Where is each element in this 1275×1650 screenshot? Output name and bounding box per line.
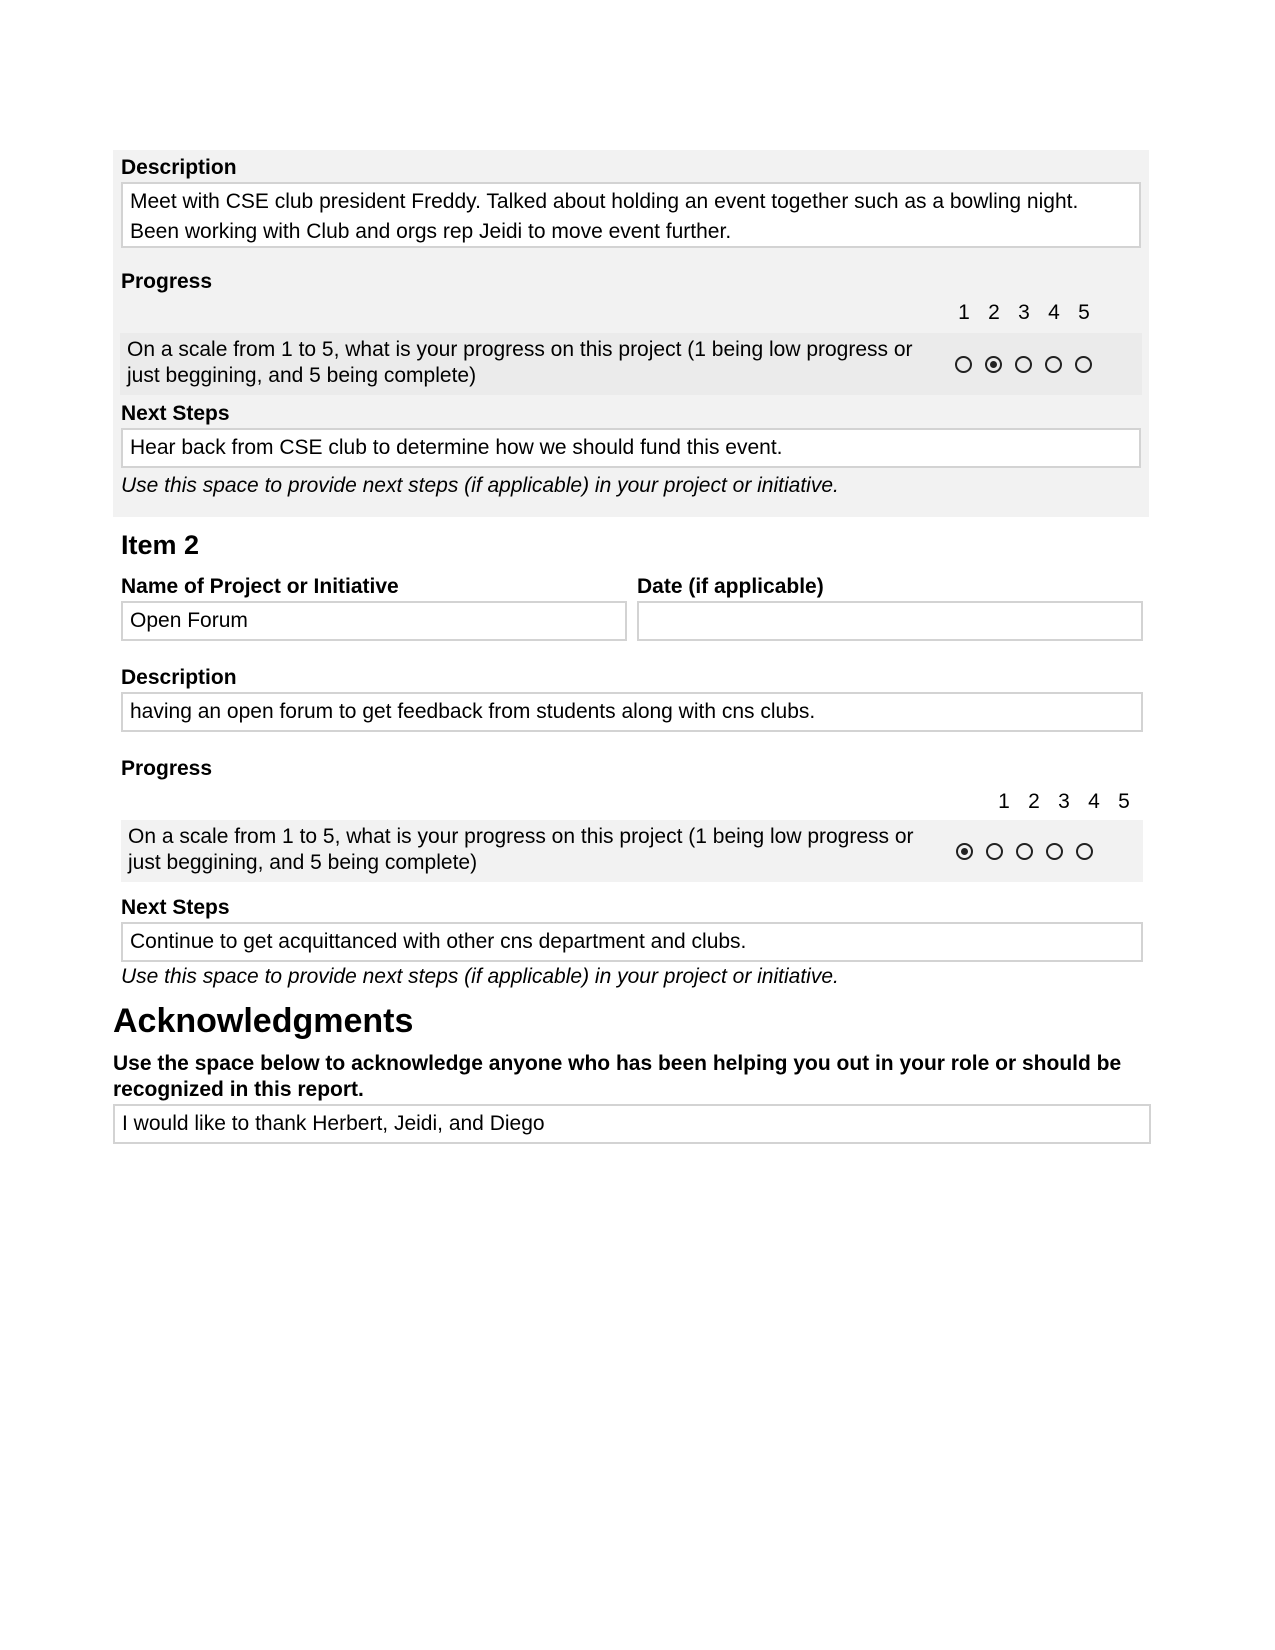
item2-progress-radio-3[interactable] (1009, 840, 1039, 862)
scale-number: 1 (958, 301, 970, 324)
acknowledgments-instructions: Use the space below to acknowledge anyone who has been helping you out in your role or should be recognized in this report. (113, 1052, 1122, 1101)
item2-date-field[interactable] (637, 601, 1143, 641)
item1-progress-question: On a scale from 1 to 5, what is your progress on this project (1 being low progress or just beggining, and 5 being complete) (127, 338, 913, 387)
item1-progress-radio-1[interactable] (948, 353, 978, 375)
item2-next-steps-label: Next Steps (121, 896, 230, 919)
item1-progress-label: Progress (121, 270, 213, 293)
scale-number: 3 (1018, 301, 1030, 324)
item2-progress-label: Progress (121, 757, 213, 780)
item1-next-steps-field[interactable]: Hear back from CSE club to determine how we should fund this event. (121, 428, 1141, 468)
item2-progress-radio-4[interactable] (1039, 840, 1069, 862)
scale-number: 5 (1118, 790, 1130, 813)
item1-description-label: Description (121, 156, 237, 179)
item2-next-steps-field[interactable]: Continue to get acquittanced with other cns department and clubs. (121, 922, 1143, 962)
item2-progress-radio-1[interactable] (949, 840, 979, 862)
scale-number: 2 (988, 301, 1000, 324)
item2-date-label: Date (if applicable) (637, 575, 824, 598)
scale-number: 1 (998, 790, 1010, 813)
item1-next-steps-label: Next Steps (121, 402, 230, 425)
scale-number: 4 (1088, 790, 1100, 813)
item2-description-label: Description (121, 666, 237, 689)
item2-progress-row (121, 820, 1143, 882)
item1-progress-radio-3[interactable] (1008, 353, 1038, 375)
item1-progress-radio-group (948, 353, 1098, 375)
scale-number: 3 (1058, 790, 1070, 813)
item2-scale-header (989, 790, 1139, 814)
item2-progress-question: On a scale from 1 to 5, what is your progress on this project (1 being low progress or just beggining, and 5 being complete) (128, 825, 914, 874)
item2-progress-radio-group (949, 840, 1099, 862)
item2-description-field[interactable]: having an open forum to get feedback from students along with cns clubs. (121, 692, 1143, 732)
item2-progress-radio-5[interactable] (1069, 840, 1099, 862)
scale-number: 5 (1078, 301, 1090, 324)
item2-progress-radio-2[interactable] (979, 840, 1009, 862)
item2-name-field[interactable]: Open Forum (121, 601, 627, 641)
item2-name-label: Name of Project or Initiative (121, 575, 399, 598)
acknowledgments-title: Acknowledgments (113, 1002, 414, 1040)
item1-next-steps-hint: Use this space to provide next steps (if applicable) in your project or initiative. (121, 474, 839, 497)
item1-description-field[interactable]: Meet with CSE club president Freddy. Talked about holding an event together such as a bowling night. Been working with Club and orgs rep Jeidi to move event further. (121, 182, 1141, 248)
item1-scale-header (949, 301, 1099, 325)
item1-progress-radio-2[interactable] (978, 353, 1008, 375)
acknowledgments-field[interactable]: I would like to thank Herbert, Jeidi, and Diego (113, 1104, 1151, 1144)
scale-number: 4 (1048, 301, 1060, 324)
item1-progress-radio-4[interactable] (1038, 353, 1068, 375)
item2-title: Item 2 (121, 530, 200, 560)
item1-progress-radio-5[interactable] (1068, 353, 1098, 375)
scale-number: 2 (1028, 790, 1040, 813)
item1-progress-row (120, 333, 1142, 395)
item1-section (113, 150, 1149, 517)
item2-next-steps-hint: Use this space to provide next steps (if applicable) in your project or initiative. (121, 965, 839, 988)
